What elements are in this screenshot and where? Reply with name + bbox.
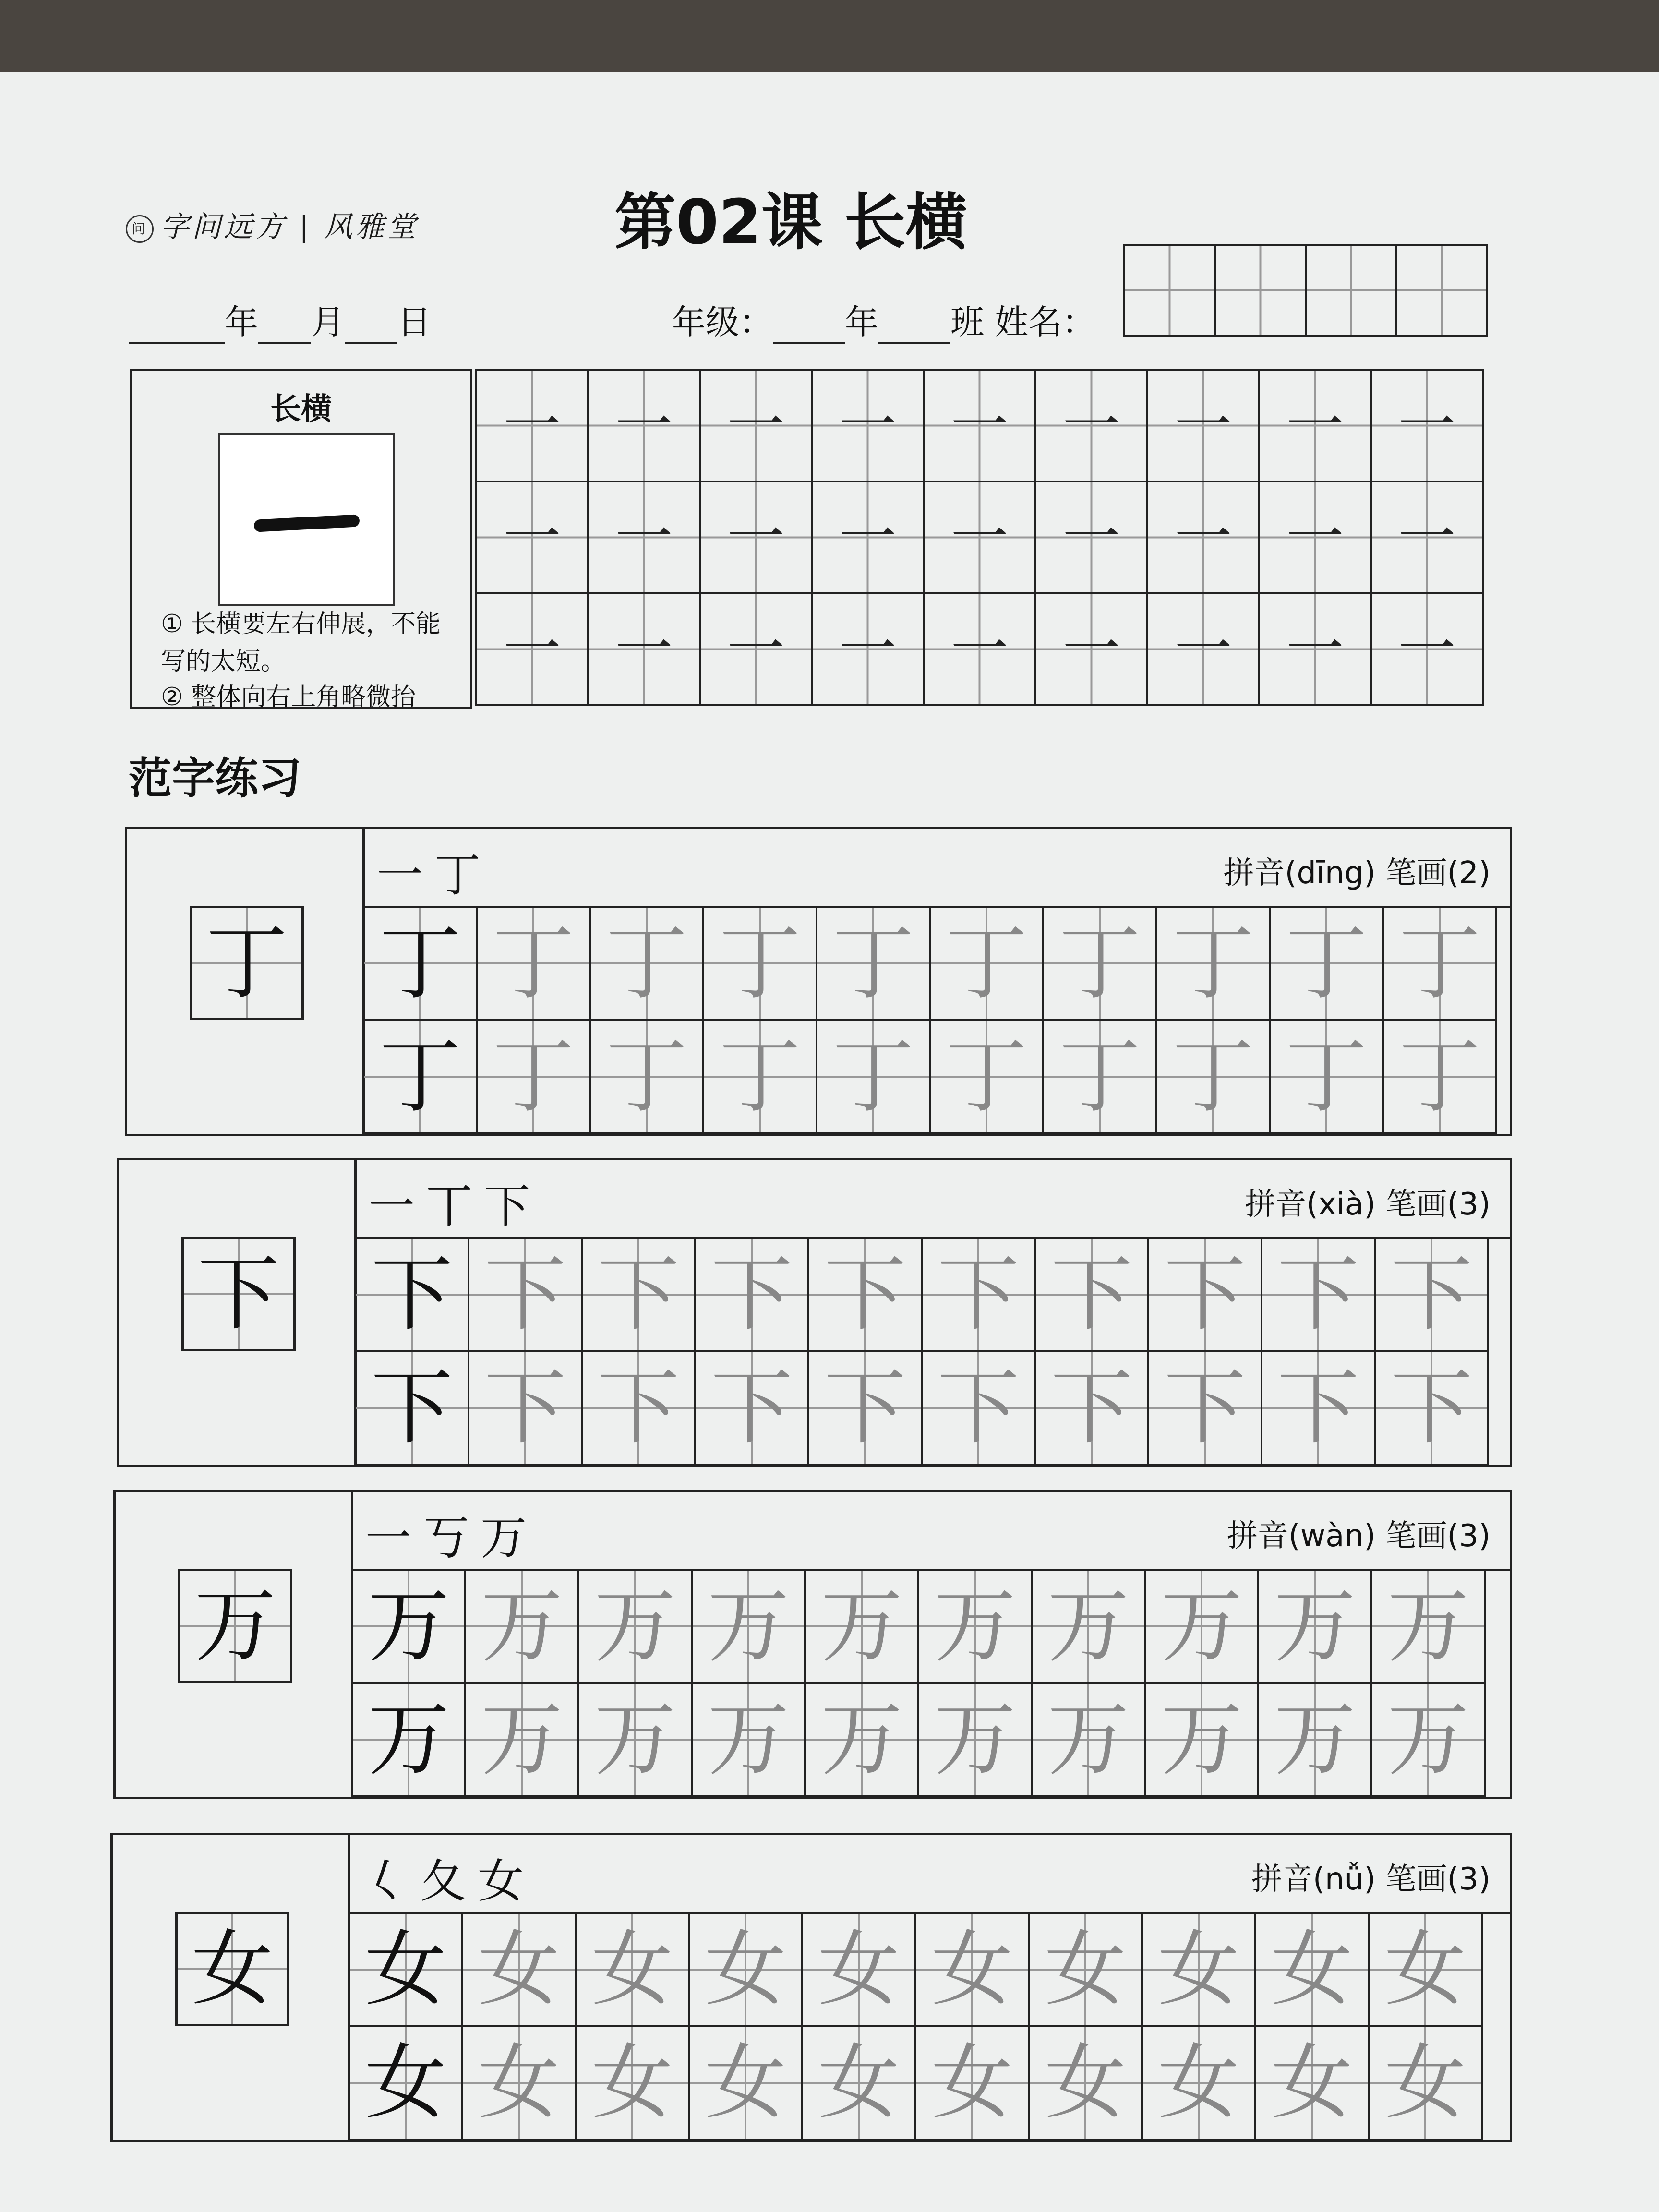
stroke-practice-cell[interactable] [1371,370,1483,481]
practice-cell[interactable] [1270,907,1383,1020]
handwritten-character: 万 [1160,1579,1242,1674]
pinyin-label: 拼音(nǚ) [1251,1862,1376,1897]
stroke-glyph: 一 [1174,504,1232,571]
practice-cell[interactable] [1145,1683,1258,1796]
stroke-practice-cell[interactable] [1035,370,1147,481]
practice-cell[interactable] [1375,1351,1488,1465]
stroke-practice-cell[interactable] [700,593,812,705]
practice-cell[interactable] [1369,2026,1482,2140]
stroke-practice-cell[interactable] [1259,593,1371,705]
handwritten-character: 丁 [492,1029,574,1124]
stroke-glyph: 一 [503,504,561,571]
handwritten-character: 下 [1164,1247,1246,1342]
handwritten-character: 丁 [832,1029,914,1124]
stroke-practice-cell[interactable] [700,481,812,593]
stroke-practice-cell[interactable] [1035,481,1147,593]
handwritten-character: 女 [1044,2035,1126,2130]
spacer [1376,1862,1385,1897]
stroke-glyph: 一 [1398,615,1456,683]
month-blank[interactable] [258,313,311,344]
stroke-practice-cell[interactable] [476,593,588,705]
stroke-order-step: 万 [481,1511,538,1565]
practice-cell[interactable] [1148,1351,1262,1465]
stroke-practice-cell[interactable] [476,370,588,481]
model-character: 丁 [379,916,461,1011]
sample-character-box [175,1912,289,2026]
name-box[interactable] [1124,245,1215,336]
stroke-glyph: 一 [1398,392,1456,459]
character-block [125,827,1512,1136]
handwritten-character: 下 [1164,1360,1246,1455]
practice-grid [354,1237,1489,1466]
practice-cell[interactable] [1029,2026,1142,2140]
stroke-glyph: 一 [839,504,897,571]
stroke-heading: 长横 [270,392,332,427]
practice-cell[interactable] [915,2026,1029,2140]
handwritten-character: 万 [820,1692,902,1787]
stroke-glyph: 一 [1174,392,1232,459]
practice-cell[interactable] [469,1238,582,1351]
practice-cell[interactable] [1270,1020,1383,1133]
handwritten-character: 下 [1390,1360,1472,1455]
name-boxes [1123,244,1488,337]
handwritten-character: 万 [1160,1692,1242,1787]
handwritten-character: 女 [931,1922,1013,2017]
stroke-order [365,1502,538,1567]
handwritten-character: 丁 [1172,1029,1254,1124]
stroke-glyph: 一 [615,392,673,459]
handwritten-character: 女 [817,2035,900,2130]
grade-year-label: 年 [845,302,878,342]
stroke-order-step: 𡿨 [362,1854,420,1908]
brand-text: 字问远方 | 风雅堂 [160,210,419,244]
sample-character-box [178,1569,292,1683]
stroke-practice-cell[interactable] [1371,481,1483,593]
practice-cell[interactable] [922,1351,1035,1465]
handwritten-character: 万 [594,1579,676,1674]
practice-cell[interactable] [349,2026,462,2140]
practice-cell[interactable] [576,1913,689,2026]
practice-cell[interactable] [1258,1570,1371,1683]
handwritten-character: 下 [1050,1247,1132,1342]
handwritten-character: 万 [594,1692,676,1787]
practice-cell[interactable] [477,1020,590,1133]
practice-cell[interactable] [1258,1683,1371,1796]
student-line [672,295,1095,344]
stroke-order [362,1845,535,1911]
sample-character-box [181,1237,296,1351]
character-info [1245,1179,1491,1224]
handwritten-character: 丁 [1398,916,1480,1011]
practice-cell[interactable] [582,1238,695,1351]
handwritten-character: 万 [934,1692,1016,1787]
handwritten-character: 万 [1047,1692,1129,1787]
stroke-practice-cell[interactable] [1371,593,1483,705]
handwritten-character: 万 [934,1579,1016,1674]
handwritten-character: 下 [710,1360,793,1455]
practice-cell[interactable] [695,1238,808,1351]
practice-cell[interactable] [1043,907,1156,1020]
stroke-practice-cell[interactable] [1035,593,1147,705]
practice-cell[interactable] [582,1351,695,1465]
handwritten-character: 丁 [1285,1029,1367,1124]
practice-grid [351,1569,1486,1797]
practice-cell[interactable] [576,2026,689,2140]
practice-cell[interactable] [590,907,703,1020]
practice-cell[interactable] [1371,1570,1485,1683]
stroke-practice-cell[interactable] [1259,370,1371,481]
spacer [1376,855,1385,891]
handwritten-character: 丁 [1058,916,1141,1011]
practice-cell[interactable] [918,1683,1032,1796]
stroke-order-step: 丅 [426,1179,484,1233]
practice-cell[interactable] [578,1570,692,1683]
handwritten-character: 丁 [605,916,687,1011]
practice-cell[interactable] [363,1020,477,1133]
practice-cell[interactable] [703,1020,817,1133]
handwritten-character: 丁 [1285,916,1367,1011]
handwritten-character: 女 [1044,1922,1126,2017]
practice-cell[interactable] [922,1238,1035,1351]
stroke-practice-cell[interactable] [924,370,1035,481]
practice-cell[interactable] [1371,1683,1485,1796]
stroke-glyph: 一 [727,392,785,459]
stroke-order-step: 女 [478,1854,535,1908]
year-blank[interactable] [129,313,225,344]
practice-cell[interactable] [1262,1351,1375,1465]
name-label: 姓名： [995,302,1096,342]
practice-cell[interactable] [1145,1570,1258,1683]
handwritten-character: 下 [1390,1247,1472,1342]
handwritten-character: 丁 [1058,1029,1141,1124]
character-info [1223,848,1491,892]
long-horizontal-stroke-illustration [253,514,360,532]
practice-cell[interactable] [808,1351,922,1465]
practice-cell[interactable] [469,1351,582,1465]
stroke-glyph: 一 [615,615,673,683]
practice-cell[interactable] [1156,1020,1270,1133]
stroke-diagram [218,433,395,606]
handwritten-character: 下 [597,1360,679,1455]
stroke-practice-cell[interactable] [924,481,1035,593]
handwritten-character: 丁 [492,916,574,1011]
practice-cell[interactable] [590,1020,703,1133]
handwritten-character: 万 [481,1579,563,1674]
practice-cell[interactable] [817,907,930,1020]
practice-cell[interactable] [465,1570,578,1683]
handwritten-character: 女 [931,2035,1013,2130]
tip-1: ① 长横要左右伸展，不能写的太短。 [161,610,441,676]
stroke-glyph: 一 [503,615,561,683]
pinyin-label: 拼音(wàn) [1226,1518,1376,1554]
practice-cell[interactable] [1032,1683,1145,1796]
sample-character: 下 [197,1247,279,1342]
handwritten-character: 下 [937,1247,1019,1342]
handwritten-character: 丁 [945,916,1027,1011]
practice-cell[interactable] [1035,1238,1148,1351]
stroke-glyph: 一 [1062,615,1120,683]
handwritten-character: 万 [1387,1692,1469,1787]
practice-cell[interactable] [352,1683,465,1796]
practice-cell[interactable] [805,1683,918,1796]
handwritten-character: 下 [484,1360,566,1455]
practice-cell[interactable] [1142,2026,1255,2140]
sample-character: 万 [194,1578,276,1673]
stroke-glyph: 一 [1062,504,1120,571]
stroke-practice-cell[interactable] [1147,593,1259,705]
stroke-practice-cell[interactable] [812,481,924,593]
pinyin-label: 拼音(dīng) [1223,855,1376,891]
stroke-practice-cell[interactable] [812,593,924,705]
practice-cell[interactable] [915,1913,1029,2026]
strokes-label: 笔画(3) [1385,1862,1491,1897]
practice-cell[interactable] [465,1683,578,1796]
practice-cell[interactable] [1156,907,1270,1020]
handwritten-character: 万 [1047,1579,1129,1674]
practice-cell[interactable] [1142,1913,1255,2026]
handwritten-character: 丁 [1398,1029,1480,1124]
handwritten-character: 女 [1271,2035,1353,2130]
stroke-glyph: 一 [727,504,785,571]
date-line [129,295,431,344]
stroke-order-step: 一 [377,848,434,902]
day-label: 日 [397,302,431,342]
stroke-glyph: 一 [727,615,785,683]
stroke-glyph: 一 [1286,615,1344,683]
sample-character: 女 [191,1922,273,2017]
character-block [117,1158,1512,1467]
handwritten-character: 女 [1384,2035,1466,2130]
practice-cell[interactable] [1032,1570,1145,1683]
practice-cell[interactable] [1029,1913,1142,2026]
practice-cell[interactable] [1255,2026,1369,2140]
stroke-practice-cell[interactable] [588,593,700,705]
spacer [1376,1187,1385,1222]
strokes-label: 笔画(2) [1385,855,1491,891]
class-label: 班 [950,302,984,342]
handwritten-character: 丁 [719,916,801,1011]
handwritten-character: 万 [1274,1692,1356,1787]
name-box[interactable] [1215,245,1306,336]
handwritten-character: 万 [1387,1579,1469,1674]
handwritten-character: 下 [1277,1247,1359,1342]
brand-logo [126,204,419,245]
sample-character-box [190,906,304,1020]
stroke-order-step: 一 [365,1511,423,1565]
stroke-order-step: 丂 [423,1511,481,1565]
name-box[interactable] [1306,245,1396,336]
month-label: 月 [311,302,345,342]
practice-grid [362,906,1497,1134]
handwritten-character: 女 [1157,1922,1239,2017]
practice-cell[interactable] [1035,1351,1148,1465]
practice-cell[interactable] [1383,1020,1496,1133]
handwritten-character: 女 [591,1922,673,2017]
practice-cell[interactable] [1369,1913,1482,2026]
handwritten-character: 万 [481,1692,563,1787]
handwritten-character: 万 [1274,1579,1356,1674]
stroke-guide [130,369,472,709]
stroke-practice-cell[interactable] [1147,481,1259,593]
model-character: 下 [371,1247,453,1342]
stroke-glyph: 一 [839,392,897,459]
seal-icon: 问 [126,215,154,243]
stroke-practice-cell[interactable] [476,481,588,593]
practice-cell[interactable] [689,2026,802,2140]
day-blank[interactable] [345,313,397,344]
stroke-practice-cell[interactable] [1147,370,1259,481]
practice-cell[interactable] [918,1570,1032,1683]
page-title: 第02课 长横 [614,187,967,258]
stroke-glyph: 一 [1062,392,1120,459]
stroke-order-step: 下 [484,1179,541,1233]
spacer [1376,1518,1385,1554]
model-character: 下 [371,1360,453,1455]
stroke-practice-cell[interactable] [924,593,1035,705]
handwritten-character: 下 [710,1247,793,1342]
grade-blank[interactable] [773,313,845,344]
practice-cell[interactable] [692,1570,805,1683]
handwritten-character: 女 [1157,2035,1239,2130]
handwritten-character: 丁 [1172,916,1254,1011]
practice-cell[interactable] [363,907,477,1020]
model-character: 女 [364,1922,446,2017]
stroke-order-step: 一 [369,1179,426,1233]
character-block [110,1833,1512,2142]
grade-label: 年级： [672,302,773,342]
stroke-glyph: 一 [839,615,897,683]
handwritten-character: 下 [1050,1360,1132,1455]
sample-character: 丁 [205,915,288,1010]
practice-cell[interactable] [1043,1020,1156,1133]
stroke-practice-grid [475,369,1484,706]
handwritten-character: 女 [1384,1922,1466,2017]
strokes-label: 笔画(3) [1385,1518,1491,1554]
handwritten-character: 女 [704,2035,786,2130]
practice-cell[interactable] [477,907,590,1020]
character-block [113,1490,1512,1799]
practice-section-title: 范字练习 [129,753,301,804]
handwritten-character: 下 [1277,1360,1359,1455]
practice-cell[interactable] [352,1570,465,1683]
practice-cell[interactable] [930,1020,1043,1133]
practice-grid [348,1912,1483,2140]
handwritten-character: 丁 [719,1029,801,1124]
stroke-order-step: 丁 [434,848,492,902]
model-character: 丁 [379,1029,461,1124]
handwritten-character: 女 [1271,1922,1353,2017]
handwritten-character: 下 [824,1360,906,1455]
practice-cell[interactable] [802,2026,915,2140]
practice-cell[interactable] [355,1351,469,1465]
handwritten-character: 万 [707,1579,789,1674]
handwritten-character: 女 [817,1922,900,2017]
model-character: 万 [367,1692,449,1787]
stroke-glyph: 一 [1286,392,1344,459]
handwritten-character: 丁 [945,1029,1027,1124]
practice-cell[interactable] [802,1913,915,2026]
stroke-glyph: 一 [950,392,1009,459]
handwritten-character: 女 [704,1922,786,2017]
handwritten-character: 女 [478,2035,560,2130]
character-info [1227,1511,1491,1555]
stroke-practice-cell[interactable] [700,370,812,481]
handwritten-character: 丁 [605,1029,687,1124]
class-blank[interactable] [878,313,950,344]
model-character: 女 [364,2035,446,2130]
practice-cell[interactable] [1383,907,1496,1020]
practice-cell[interactable] [1375,1238,1488,1351]
stroke-glyph: 一 [950,615,1009,683]
practice-cell[interactable] [703,907,817,1020]
practice-cell[interactable] [689,1913,802,2026]
practice-cell[interactable] [462,2026,576,2140]
stroke-glyph: 一 [1286,504,1344,571]
stroke-order [369,1170,541,1236]
stroke-practice-cell[interactable] [588,481,700,593]
stroke-practice-cell[interactable] [1259,481,1371,593]
practice-cell[interactable] [355,1238,469,1351]
handwritten-character: 下 [484,1247,566,1342]
stroke-glyph: 一 [503,392,561,459]
stroke-practice-cell[interactable] [588,370,700,481]
practice-cell[interactable] [805,1570,918,1683]
handwritten-character: 女 [591,2035,673,2130]
stroke-order [377,839,492,904]
practice-cell[interactable] [1262,1238,1375,1351]
year-label: 年 [225,302,258,342]
handwritten-character: 女 [478,1922,560,2017]
stroke-glyph: 一 [615,504,673,571]
practice-cell[interactable] [695,1351,808,1465]
stroke-practice-cell[interactable] [812,370,924,481]
handwritten-character: 万 [707,1692,789,1787]
practice-cell[interactable] [692,1683,805,1796]
handwritten-character: 丁 [832,916,914,1011]
handwritten-character: 下 [937,1360,1019,1455]
stroke-glyph: 一 [950,504,1009,571]
stroke-glyph: 一 [1174,615,1232,683]
name-box[interactable] [1396,245,1487,336]
handwritten-character: 下 [597,1247,679,1342]
strokes-label: 笔画(3) [1385,1187,1491,1222]
practice-cell[interactable] [1148,1238,1262,1351]
character-info [1251,1854,1491,1899]
practice-cell[interactable] [578,1683,692,1796]
practice-cell[interactable] [817,1020,930,1133]
handwritten-character: 万 [820,1579,902,1674]
practice-cell[interactable] [349,1913,462,2026]
practice-cell[interactable] [1255,1913,1369,2026]
tip-2: ② 整体向右上角略微抬 [161,683,416,711]
stroke-order-step: 夂 [420,1854,478,1908]
stroke-glyph: 一 [1398,504,1456,571]
practice-cell[interactable] [930,907,1043,1020]
practice-cell[interactable] [462,1913,576,2026]
handwritten-character: 下 [824,1247,906,1342]
model-character: 万 [367,1579,449,1674]
pinyin-label: 拼音(xià) [1245,1187,1376,1222]
practice-cell[interactable] [808,1238,922,1351]
